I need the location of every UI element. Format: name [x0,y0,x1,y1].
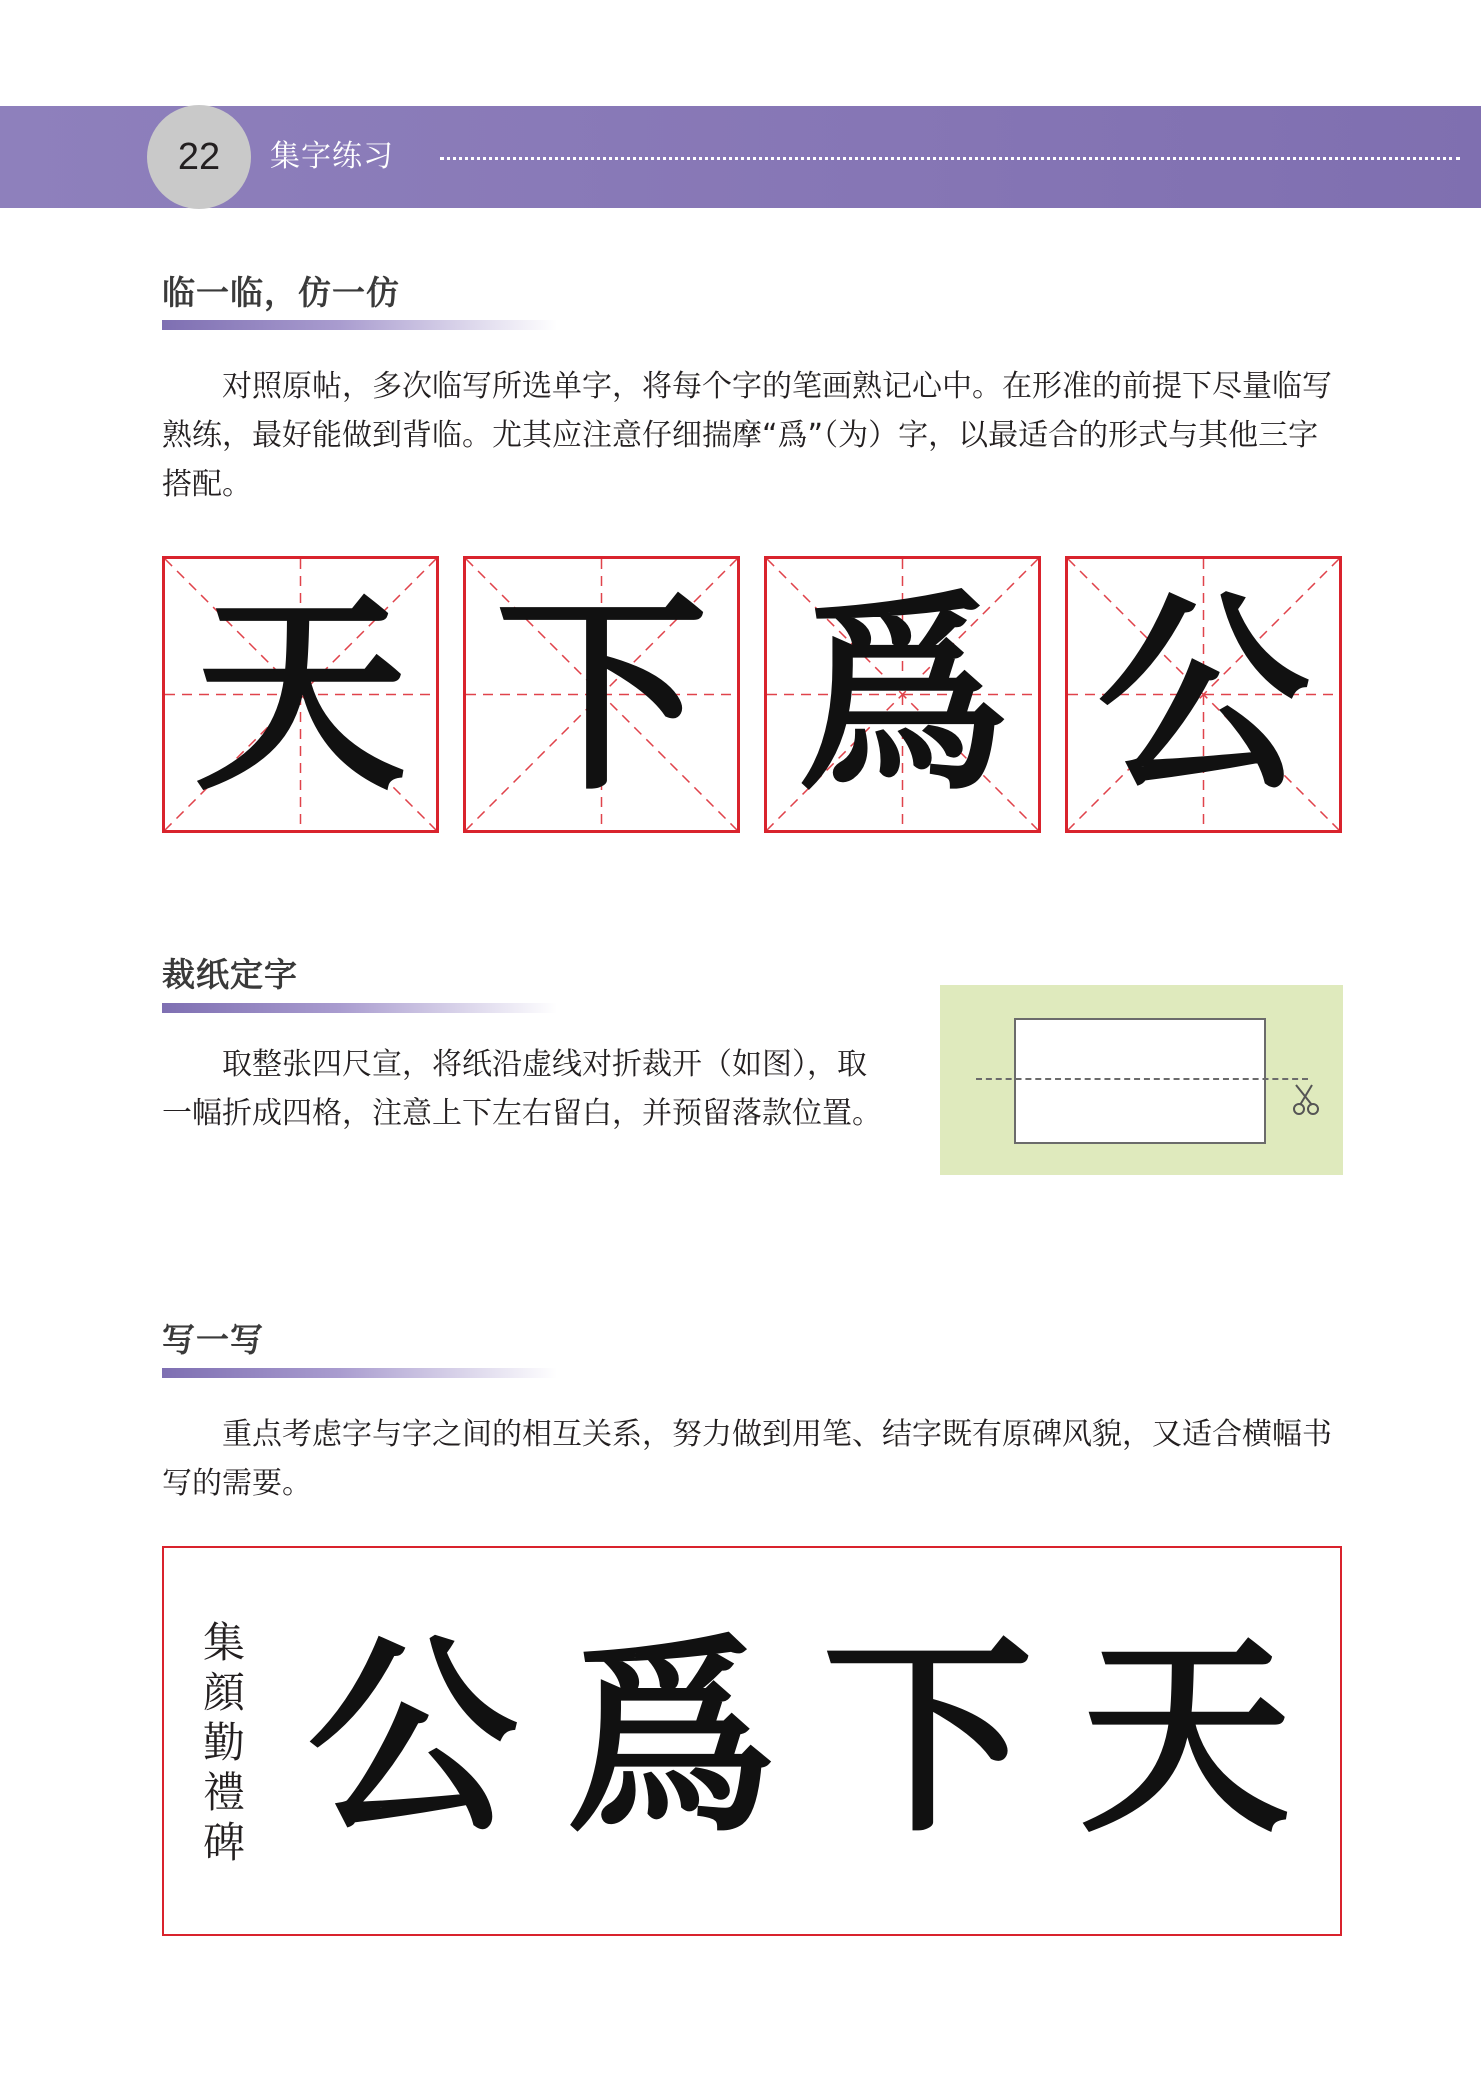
scissors-icon [1292,1083,1326,1117]
section-title-write: 写一写 [162,1320,264,1359]
page-number: 22 [147,105,251,209]
header-dotted-rule [440,157,1460,160]
inscription-character: 勤 [202,1718,245,1767]
section-paragraph-cut-paper: 取整张四尺宣，将纸沿虚线对折裁开（如图），取一幅折成四格，注意上下左右留白，并预留落款位置。 [162,1047,882,1131]
banner-character: 爲 [565,1614,776,1861]
practice-grid-cell [1065,556,1342,833]
section-title-copy: 临一临，仿一仿 [162,273,400,312]
section-underline [162,1368,557,1378]
inscription-character: 顔 [202,1668,245,1717]
banner-characters [284,1588,1314,1888]
grid-character: 天 [194,569,407,819]
chapter-title: 集字练习 [270,139,394,174]
inscription-character: 禮 [202,1768,245,1817]
inscription-character: 集 [202,1618,245,1667]
calligraphy-banner [162,1546,1342,1936]
inscription-character: 碑 [202,1818,245,1867]
banner-character: 公 [307,1614,518,1861]
fold-line [976,1078,1308,1080]
banner-character: 天 [1080,1614,1291,1861]
section-title-cut-paper: 裁纸定字 [162,955,298,994]
section-underline [162,1003,557,1013]
banner-character: 下 [822,1614,1033,1861]
section-paragraph-write: 重点考虑字与字之间的相互关系，努力做到用笔、结字既有原碑风貌，又适合横幅书写的需要。 [162,1417,1332,1501]
practice-grid-cell [162,556,439,833]
practice-grid-cell [764,556,1041,833]
inscription-column [194,1618,254,1868]
section-paragraph-copy: 对照原帖，多次临写所选单字，将每个字的笔画熟记心中。在形准的前提下尽量临写熟练，最好能做到背临。尤其应注意仔细揣摩“爲”（为）字，以最适合的形式与其他三字搭配。 [162,369,1332,502]
practice-grid-cell [463,556,740,833]
section-underline [162,320,557,330]
grid-character: 公 [1097,569,1310,819]
grid-character: 下 [495,569,708,819]
paper-sheet [1014,1018,1266,1144]
paper-fold-illustration [940,985,1343,1175]
grid-character: 爲 [796,569,1009,819]
